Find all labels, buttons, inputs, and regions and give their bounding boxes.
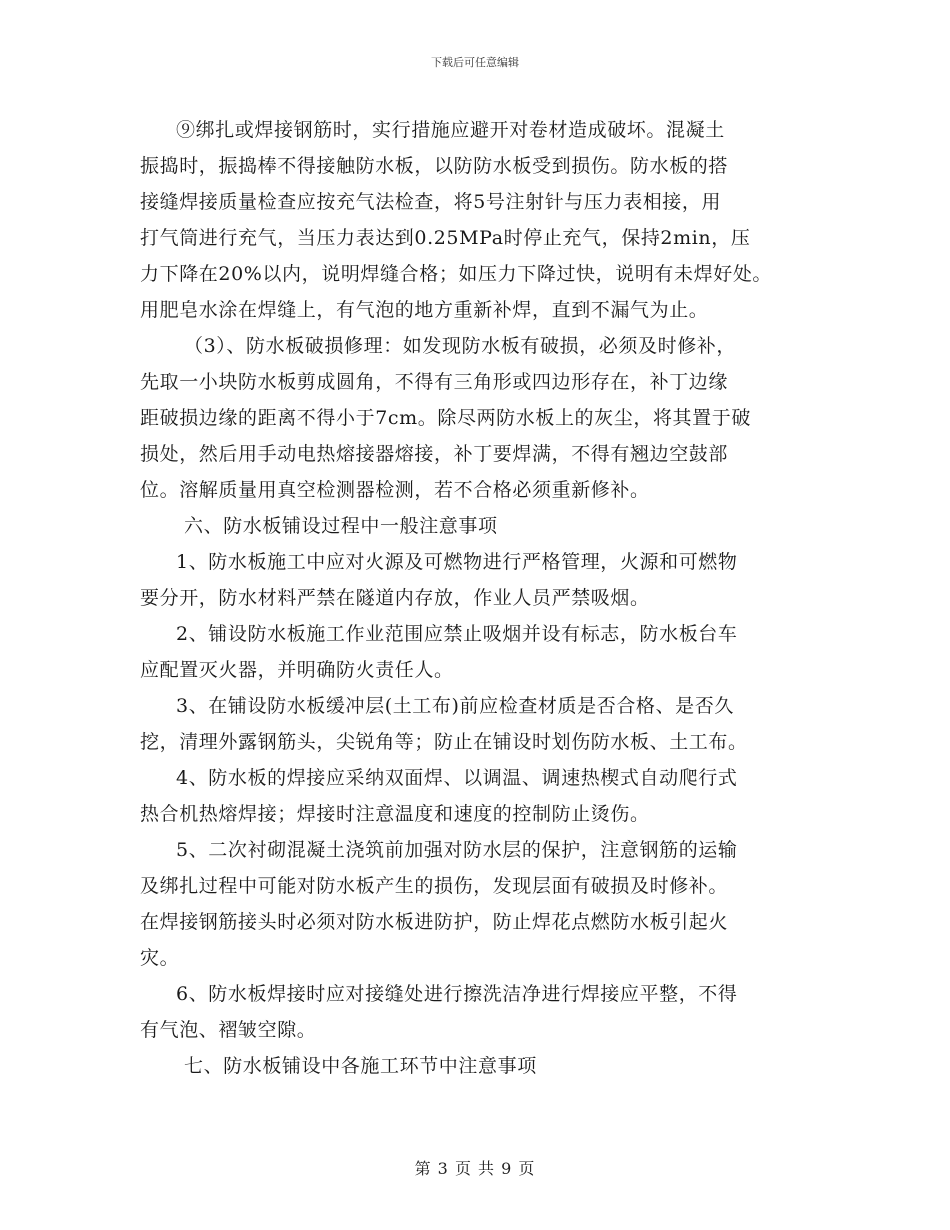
text-line: 力下降在20%以内，说明焊缝合格；如压力下降过快，说明有未焊好处。 <box>140 263 773 285</box>
text-line: 5、二次衬砌混凝土浇筑前加强对防水层的保护，注意钢筋的运输 <box>176 839 738 861</box>
text-line: 用肥皂水涂在焊缝上，有气泡的地方重新补焊，直到不漏气为止。 <box>140 299 709 321</box>
text-line: 先取一小块防水板剪成圆角，不得有三角形或四边形存在，补丁边缘 <box>140 371 729 393</box>
paragraph-n6 <box>140 976 830 1048</box>
text-line: 六、防水板铺设过程中一般注意事项 <box>184 515 498 537</box>
page-footer: 第 3 页 共 9 页 <box>414 1159 536 1178</box>
text-line: 热合机热熔焊接；焊接时注意温度和速度的控制防止烫伤。 <box>140 803 650 825</box>
text-line: 振捣时，振捣棒不得接触防水板，以防防水板受到损伤。防水板的搭 <box>140 155 729 177</box>
text-line: 在焊接钢筋接头时必须对防水板进防护，防止焊花点燃防水板引起火 <box>140 911 729 933</box>
text-line: 及绑扎过程中可能对防水板产生的损伤，发现层面有破损及时修补。 <box>140 875 729 897</box>
page-header: 下载后可任意编辑 <box>431 56 519 69</box>
paragraph-p9 <box>140 112 830 328</box>
text-line: 2、铺设防水板施工作业范围应禁止吸烟并设有标志，防水板台车 <box>176 623 738 645</box>
paragraph-p3 <box>140 328 830 508</box>
page-body <box>140 112 830 1084</box>
paragraph-h7 <box>140 1048 830 1084</box>
text-line: 应配置灭火器，并明确防火责任人。 <box>140 659 454 681</box>
paragraph-n4 <box>140 760 830 832</box>
text-line: 位。溶解质量用真空检测器检测，若不合格必须重新修补。 <box>140 479 650 501</box>
text-line: 1、防水板施工中应对火源及可燃物进行严格管理，火源和可燃物 <box>176 551 738 573</box>
text-line: 七、防水板铺设中各施工环节中注意事项 <box>184 1055 537 1077</box>
text-line: 接缝焊接质量检查应按充气法检查，将5号注射针与压力表相接，用 <box>140 191 722 213</box>
paragraph-h6 <box>140 508 830 544</box>
text-line: （3）、防水板破损修理：如发现防水板有破损，必须及时修补， <box>184 335 736 357</box>
paragraph-n3 <box>140 688 830 760</box>
paragraph-n5 <box>140 832 830 976</box>
text-line: 损处，然后用手动电热熔接器熔接，补丁要焊满，不得有翘边空鼓部 <box>140 443 729 465</box>
text-line: ⑨绑扎或焊接钢筋时，实行措施应避开对卷材造成破坏。混凝土 <box>176 119 725 141</box>
text-line: 要分开，防水材料严禁在隧道内存放，作业人员严禁吸烟。 <box>140 587 650 609</box>
text-line: 打气筒进行充气，当压力表达到0.25MPa时停止充气，保持2min，压 <box>140 227 751 249</box>
text-line: 距破损边缘的距离不得小于7cm。除尽两防水板上的灰尘，将其置于破 <box>140 407 751 429</box>
text-line: 3、在铺设防水板缓冲层(土工布)前应检查材质是否合格、是否久 <box>176 695 734 717</box>
text-line: 6、防水板焊接时应对接缝处进行擦洗洁净进行焊接应平整，不得 <box>176 983 738 1005</box>
text-line: 灾。 <box>140 947 180 969</box>
paragraph-n1 <box>140 544 830 616</box>
paragraph-n2 <box>140 616 830 688</box>
text-line: 4、防水板的焊接应采纳双面焊、以调温、调速热楔式自动爬行式 <box>176 767 738 789</box>
text-line: 挖，清理外露钢筋头，尖锐角等；防止在铺设时划伤防水板、土工布。 <box>140 731 748 753</box>
text-line: 有气泡、褶皱空隙。 <box>140 1019 317 1041</box>
